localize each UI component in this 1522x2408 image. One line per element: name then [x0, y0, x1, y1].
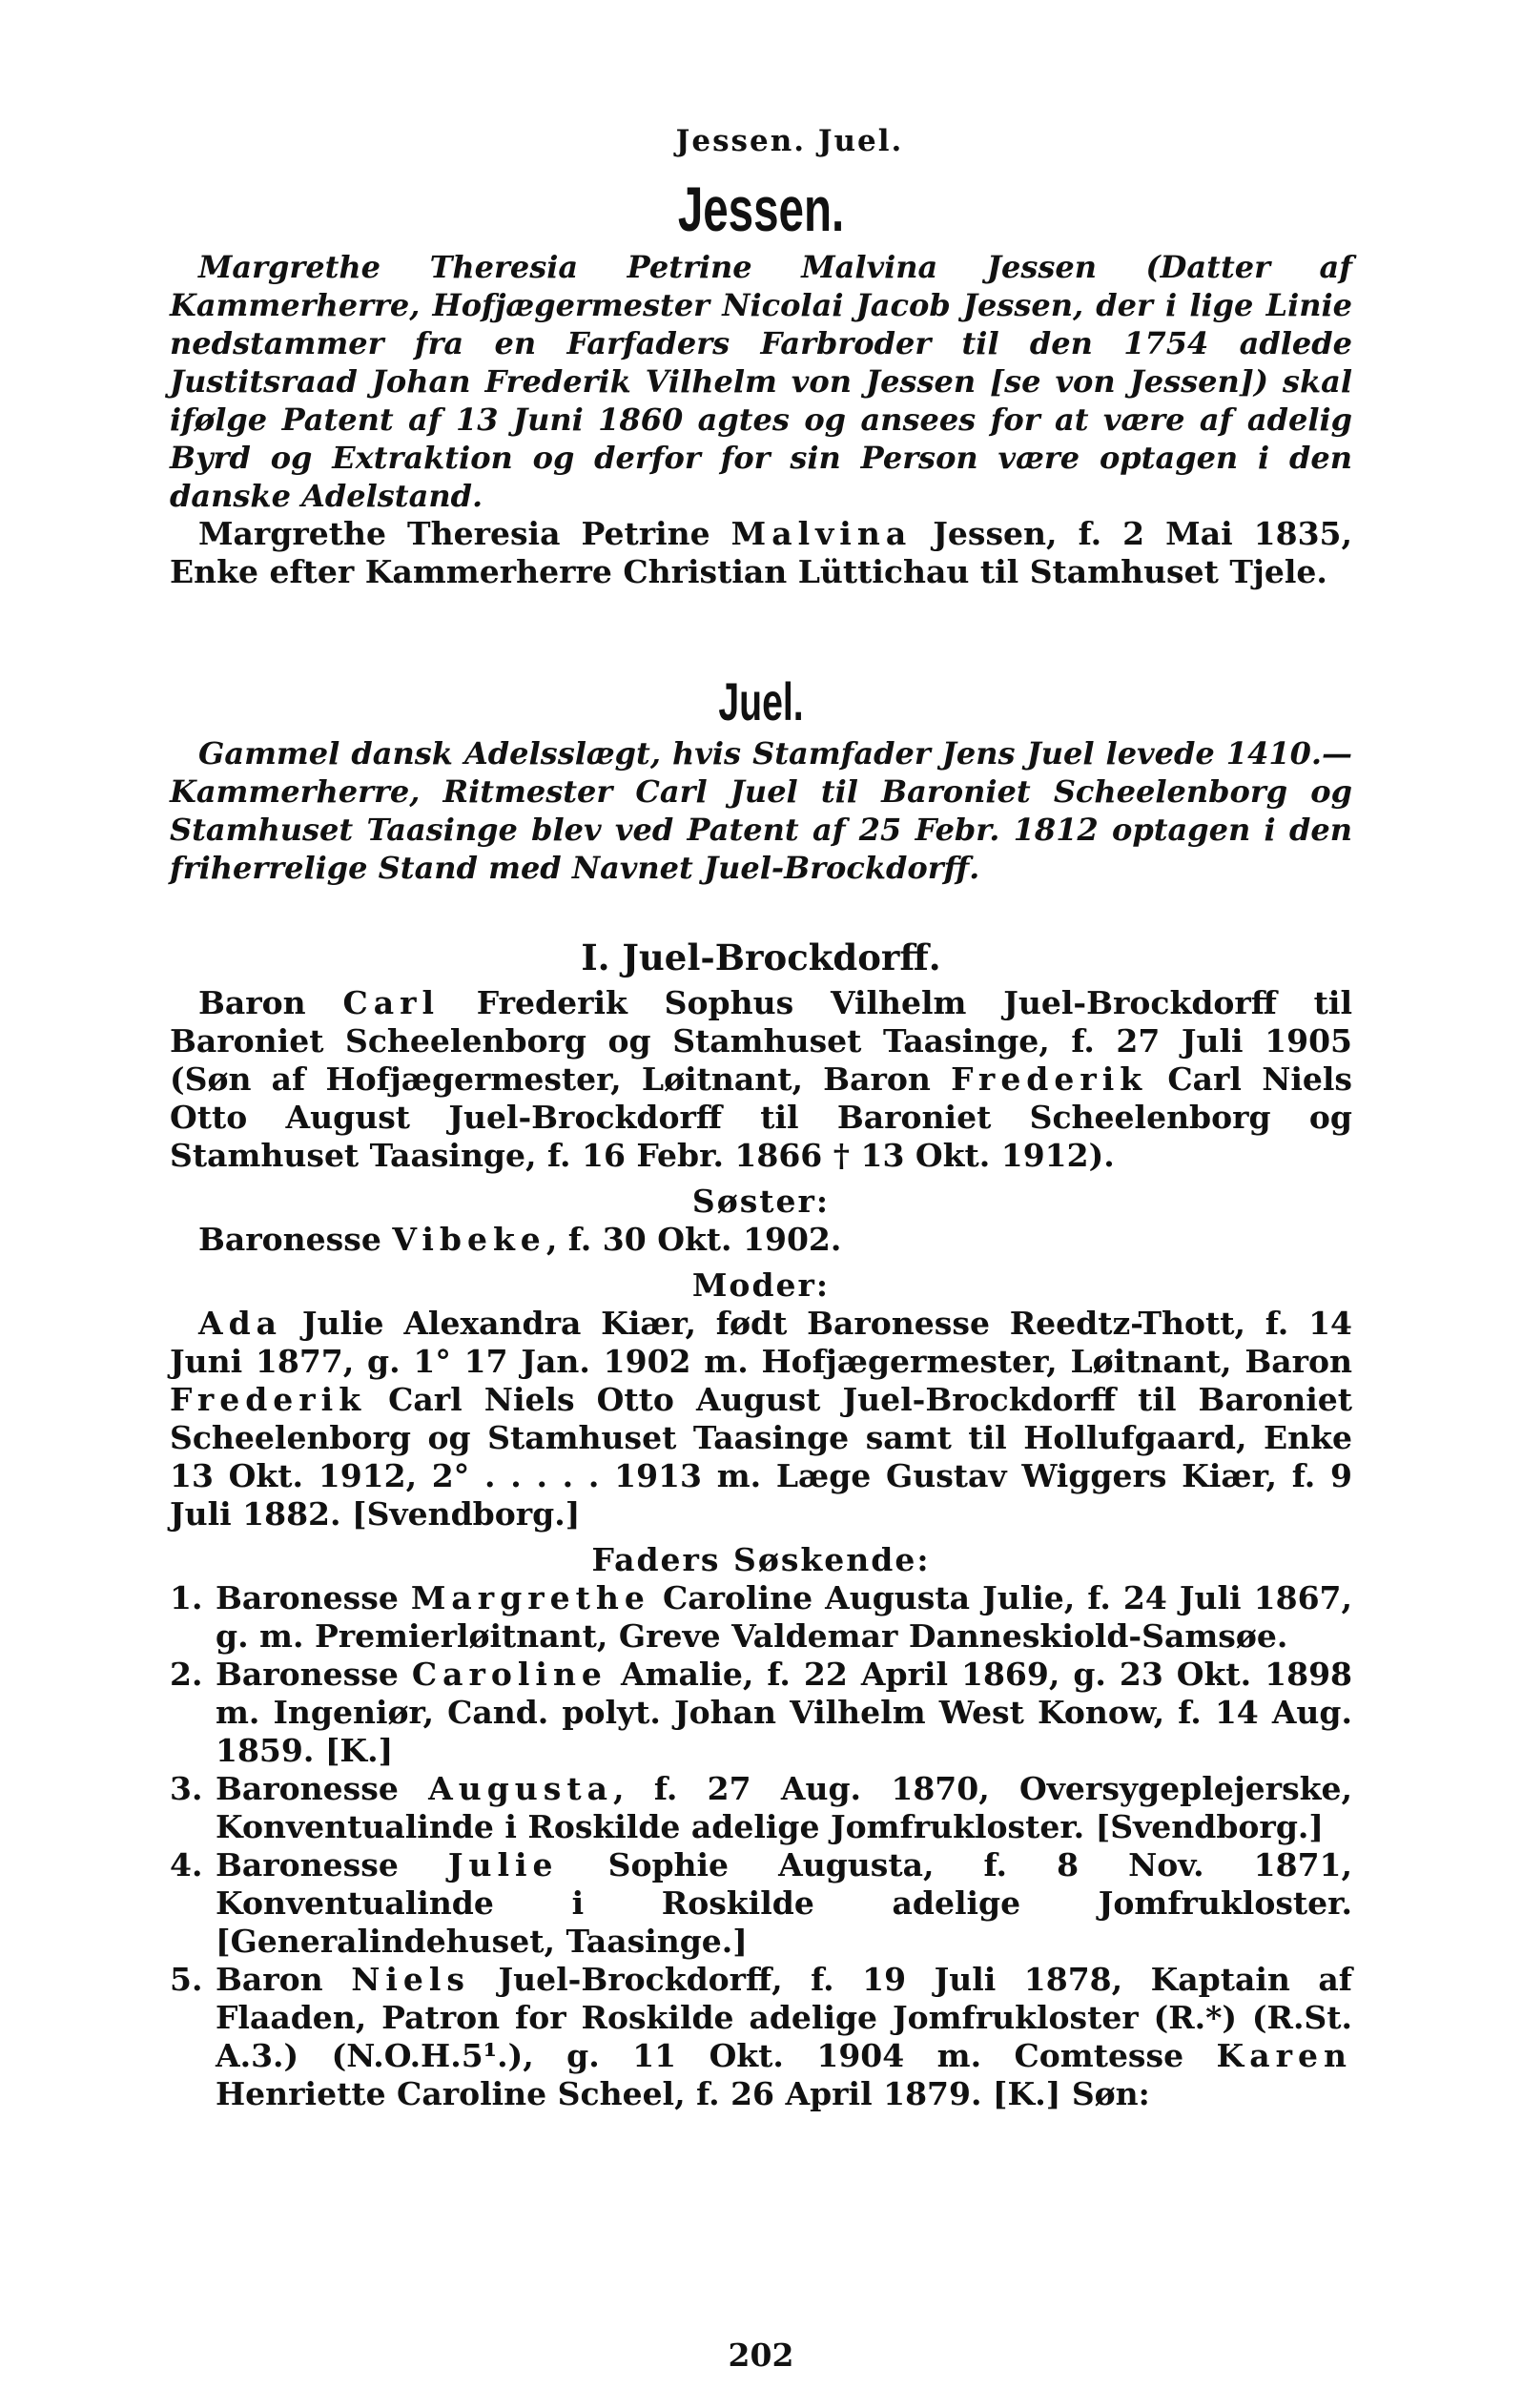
text-segment: Baronesse	[216, 1579, 411, 1617]
text-segment: Carl Niels Otto August Juel-Brockdorff til Baroniet Scheelenborg og Stamhuset Taasinge, f. 16 Febr. 1866 † 13 Okt. 1912).	[170, 1060, 1352, 1175]
text-segment: , f. 30 Okt. 1902.	[545, 1221, 842, 1259]
siblings-label: Faders Søskende:	[591, 1541, 931, 1579]
text-segment: , f. 27 Aug. 1870, Oversygeplejerske, Konventualinde i Roskilde adelige Jomfrukloster. [Svendborg.]	[216, 1770, 1352, 1846]
sibling-number: 4.	[170, 1846, 203, 1884]
text-segment: Baronesse	[216, 1656, 412, 1694]
sibling-entry	[170, 1579, 1352, 1656]
name-spaced: Frederik	[951, 1060, 1148, 1099]
sibling-number: 5.	[170, 1961, 203, 1999]
name-spaced: Carl	[342, 984, 441, 1022]
jessen-entry	[170, 515, 1352, 591]
mother-entry	[170, 1305, 1352, 1533]
section-title-juel: Juel.	[718, 671, 804, 731]
mother-label: Moder:	[691, 1266, 831, 1305]
name-spaced: Julie	[447, 1846, 559, 1884]
name-spaced: Karen	[1216, 2037, 1352, 2075]
page	[170, 124, 1353, 2374]
sibling-number: 2.	[170, 1656, 203, 1694]
page-number: 202	[728, 2336, 794, 2374]
text-segment: Frederik Sophus Vilhelm Juel-Brockdorff til Baroniet Scheelenborg og Stamhuset Taasinge, f. 27 Juli 1905 (Søn af Hofjægermester, Løitnant, Baron	[170, 984, 1352, 1099]
jessen-intro: Margrethe Theresia Petrine Malvina Jessen (Datter af Kammerherre, Hofjægermester Nicolai Jacob Jessen, der i lige Linie nedstammer fra en Farfaders Farbroder til den 1754 adlede Justitsraad Johan Frederik Vilhelm von Jessen [se von Jessen]) skal ifølge Patent af 13 Juni 1860 agtes og ansees for at være af adelig Byrd og Extraktion og derfor for sin Person være optagen i den danske Adelstand.	[170, 249, 1352, 514]
text-segment: Baronesse	[198, 1221, 393, 1259]
text-segment: Baron	[198, 984, 343, 1022]
text-segment: Sophie Augusta, f. 8 Nov. 1871, Konventualinde i Roskilde adelige Jomfrukloster. [Generalindehuset, Taasinge.]	[216, 1846, 1352, 1961]
sibling-entry	[170, 1846, 1352, 1961]
text-segment: Baron	[216, 1961, 352, 1999]
name-spaced: Vibeke	[392, 1221, 546, 1259]
jessen-entry-post: Jessen, f. 2 Mai 1835, Enke efter Kammerherre Christian Lüttichau til Stamhuset Tjele.	[170, 515, 1352, 590]
jessen-entry-pre: Margrethe Theresia Petrine	[198, 515, 731, 552]
text-segment: Amalie, f. 22 April 1869, g. 23 Okt. 1898 m. Ingeniør, Cand. polyt. Johan Vilhelm West Konow, f. 14 Aug. 1859. [K.]	[216, 1656, 1353, 1770]
juel-intro: Gammel dansk Adelsslægt, hvis Stamfader Jens Juel levede 1410.—Kammerherre, Ritmester Carl Juel til Baroniet Scheelenborg og Stamhuset Taasinge blev ved Patent af 25 Febr. 1812 optagen i den friherrelige Stand med Navnet Juel-Brockdorff.	[170, 735, 1352, 886]
sibling-entry	[170, 1770, 1352, 1846]
text-segment: Carl Niels Otto August Juel-Brockdorff til Baroniet Scheelenborg og Stamhuset Taasinge samt til Hollufgaard, Enke 13 Okt. 1912, 2° . . . . . 1913 m. Læge Gustav Wiggers Kiær, f. 9 Juli 1882. [Svendborg.]	[170, 1381, 1352, 1533]
sibling-number: 3.	[170, 1770, 203, 1808]
section-title-jessen: Jessen.	[677, 174, 845, 244]
text-segment: Caroline Augusta Julie, f. 24 Juli 1867, g. m. Premierløitnant, Greve Valdemar Danneskiold-Samsøe.	[216, 1579, 1352, 1656]
text-segment: Baronesse	[216, 1770, 429, 1808]
sibling-number: 1.	[170, 1579, 203, 1617]
jessen-entry-name: Malvina	[730, 515, 913, 552]
text-segment: Juel-Brockdorff, f. 19 Juli 1878, Kaptain af Flaaden, Patron for Roskilde adelige Jomfrukloster (R.*) (R.St. A.3.) (N.O.H.5¹.), g. 11 Okt. 1904 m. Comtesse	[216, 1961, 1353, 2075]
sibling-entry	[170, 1961, 1352, 2113]
name-spaced: Niels	[351, 1961, 470, 1999]
sibling-entry	[170, 1656, 1352, 1770]
siblings-list	[170, 1579, 1352, 2113]
name-spaced: Frederik	[170, 1381, 367, 1419]
branch-head	[170, 984, 1352, 1175]
name-spaced: Ada	[198, 1305, 283, 1343]
branch-title: I. Juel-Brockdorff.	[581, 936, 941, 978]
name-spaced: Margrethe	[410, 1579, 650, 1617]
sister-label: Søster:	[691, 1183, 831, 1221]
text-segment: Julie Alexandra Kiær, født Baronesse Reedtz-Thott, f. 14 Juni 1877, g. 1° 17 Jan. 1902 m. Hofjægermester, Løitnant, Baron	[170, 1305, 1352, 1381]
sister-entry	[170, 1221, 1352, 1259]
text-segment: Henriette Caroline Scheel, f. 26 April 1879. [K.] Søn:	[216, 2075, 1150, 2113]
text-segment: Baronesse	[216, 1846, 448, 1884]
name-spaced: Augusta	[428, 1770, 614, 1808]
name-spaced: Caroline	[411, 1656, 607, 1694]
running-head: Jessen. Juel.	[675, 124, 904, 158]
